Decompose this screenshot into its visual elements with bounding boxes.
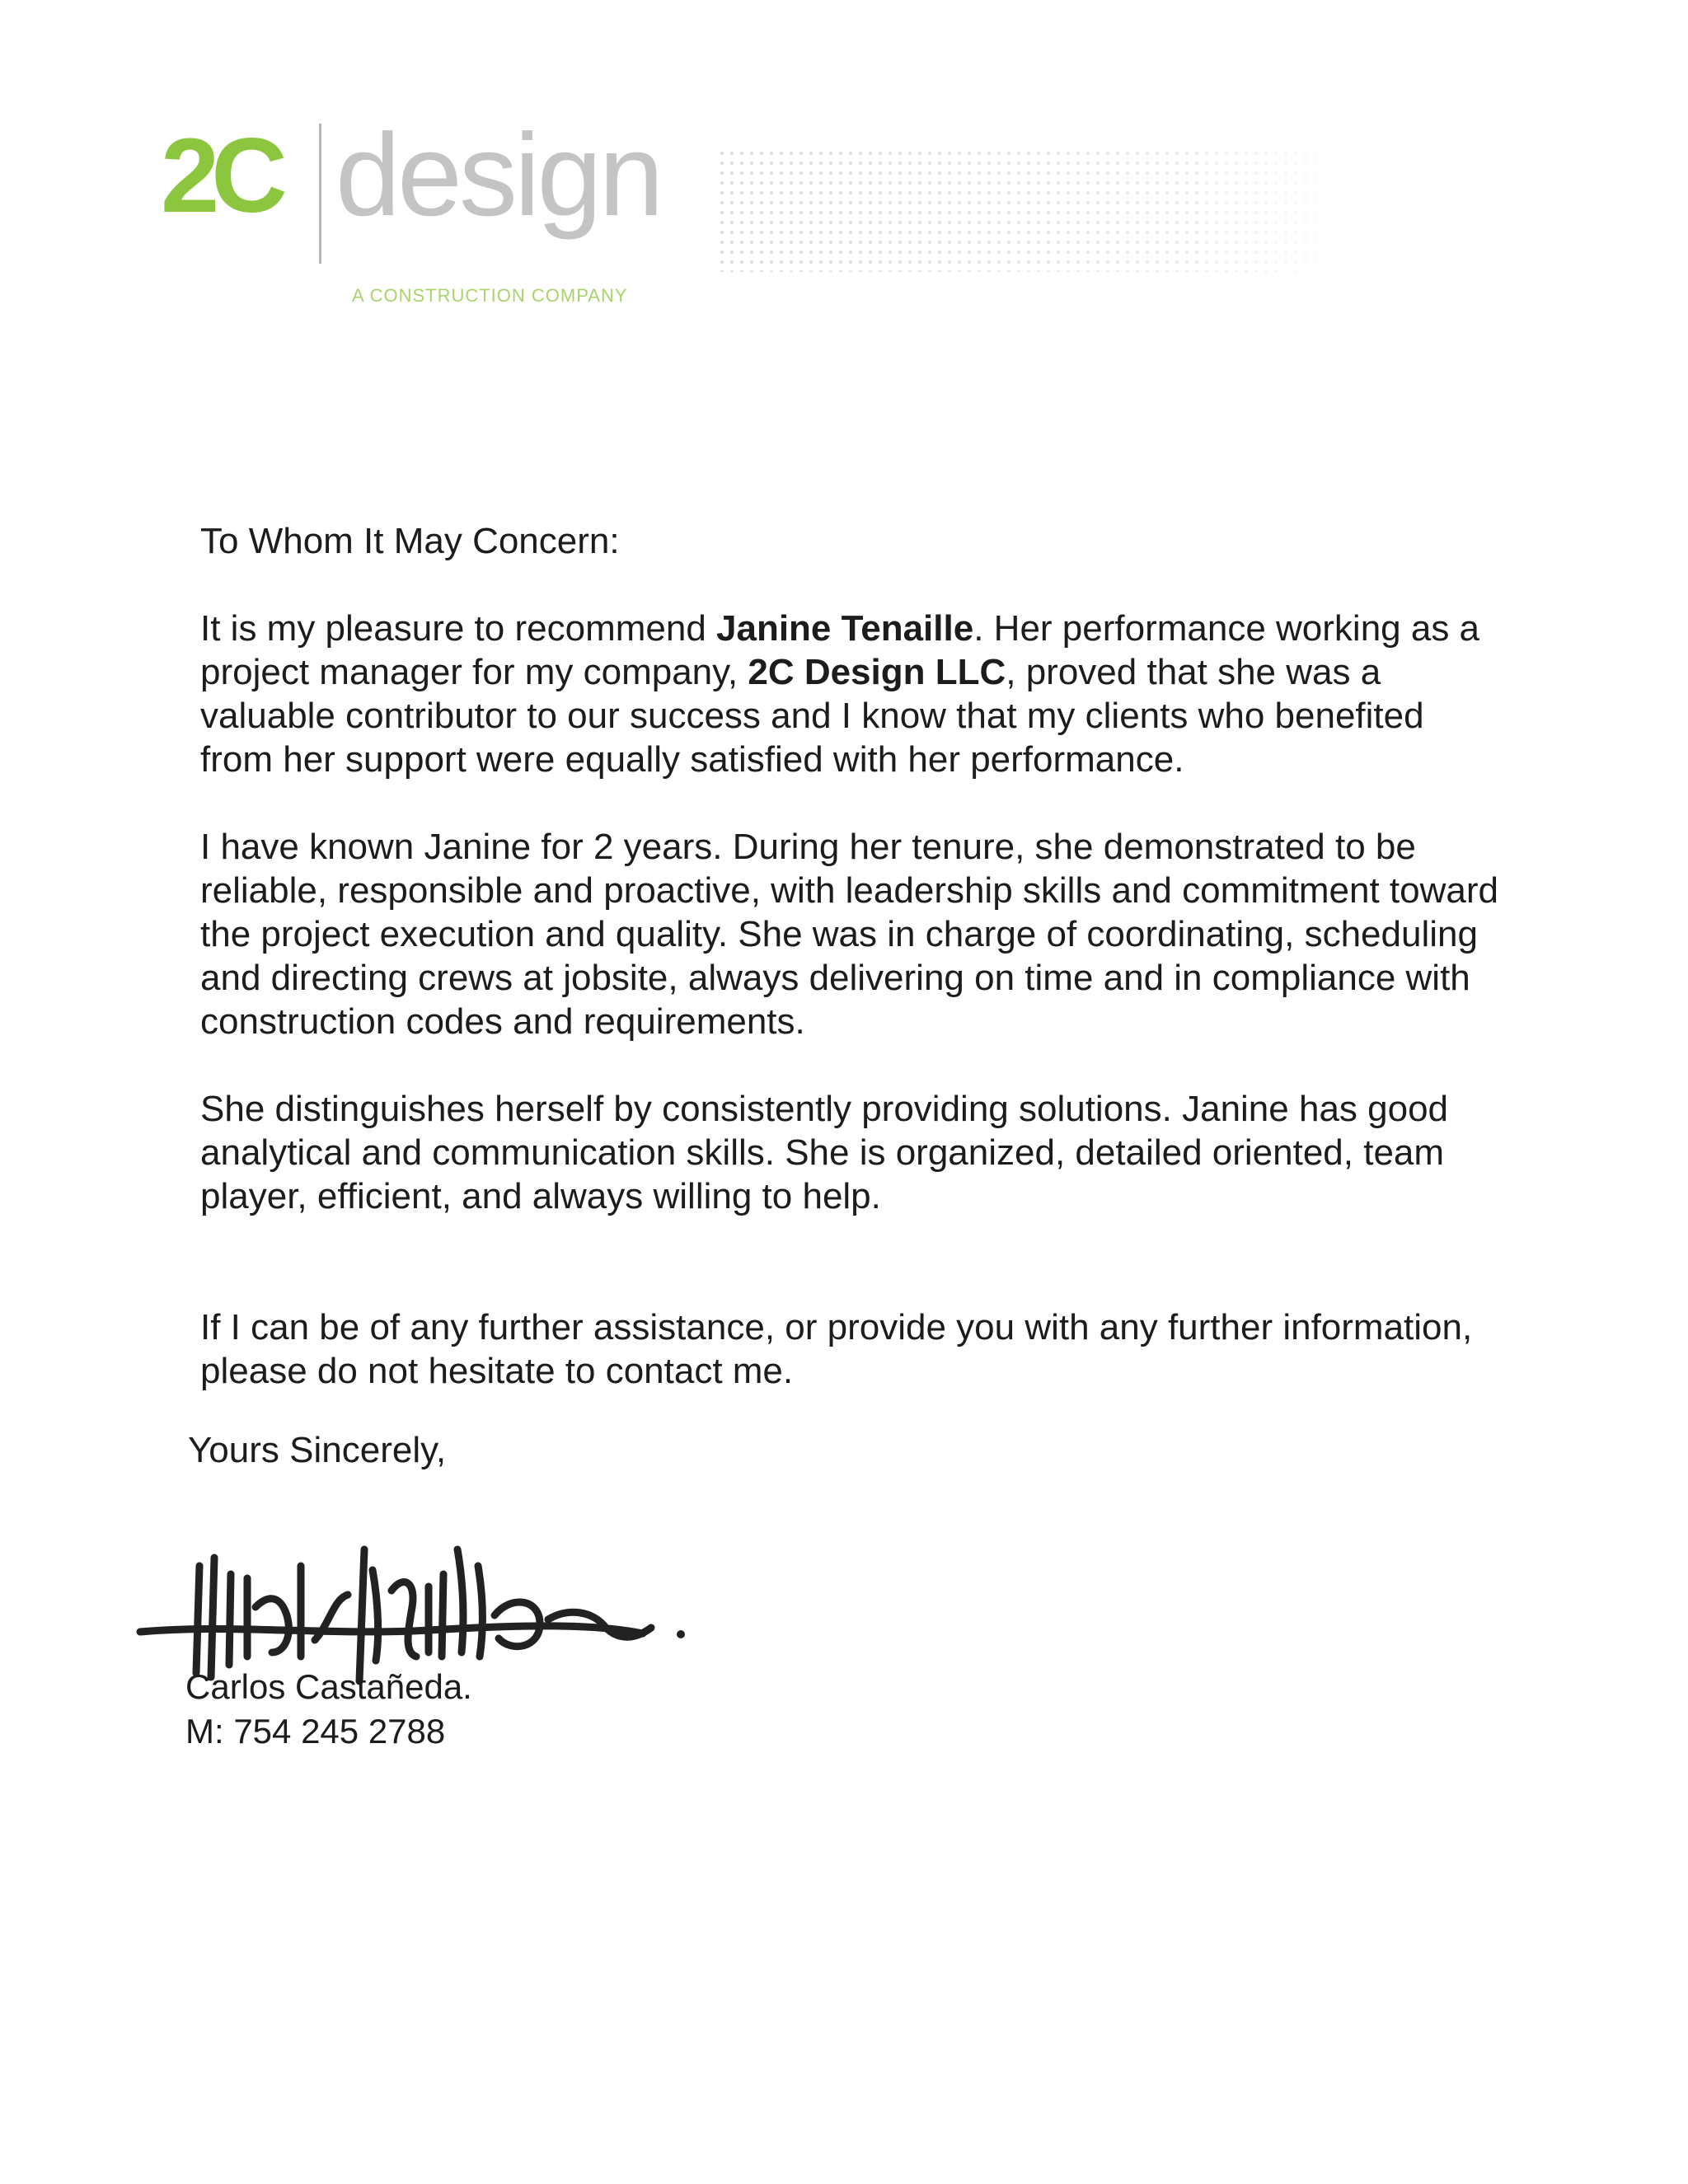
signer-name: Carlos Castañeda. bbox=[185, 1667, 472, 1706]
paragraph-recommendation: It is my pleasure to recommend Janine Tenaille. Her performance working as a project manager for my company, 2C Design LLC, proved that she was a valuable contributor to our success and I know that my clients who benefited from her support were equally satisfied with her performance. bbox=[200, 608, 1480, 780]
company-name: 2C Design LLC bbox=[748, 652, 1006, 692]
closing: Yours Sincerely, bbox=[188, 1430, 447, 1470]
salutation: To Whom It May Concern: bbox=[200, 521, 620, 561]
logo-wordmark: design bbox=[335, 110, 661, 241]
signer-block bbox=[185, 1665, 472, 1754]
logo-mark: 2C bbox=[161, 117, 279, 235]
logo-tagline: A CONSTRUCTION COMPANY bbox=[352, 285, 628, 306]
letter-body bbox=[200, 519, 1503, 1436]
handwritten-signature bbox=[132, 1516, 709, 1690]
signer-phone: M: 754 245 2788 bbox=[185, 1712, 446, 1750]
paragraph-tenure: I have known Janine for 2 years. During her tenure, she demonstrated to be reliable, responsible and proactive, with leadership skills and commitment toward the project execution and quality. She was in charge of coordinating, scheduling and directing crews at jobsite, always delivering on time and in compliance with construction codes and requirements. bbox=[200, 827, 1498, 1042]
candidate-name: Janine Tenaille bbox=[716, 608, 974, 649]
logo-divider bbox=[319, 124, 321, 264]
paragraph-qualities: She distinguishes herself by consistently providing solutions. Janine has good analytical and communication skills. She is organized, detailed oriented, team player, efficient, and always willing to help. bbox=[200, 1089, 1449, 1216]
paragraph-contact-offer: If I can be of any further assistance, or provide you with any further information, please do not hesitate to contact me. bbox=[200, 1307, 1473, 1391]
letterhead-halftone-pattern bbox=[717, 148, 1343, 272]
letterhead-logo bbox=[161, 110, 738, 321]
